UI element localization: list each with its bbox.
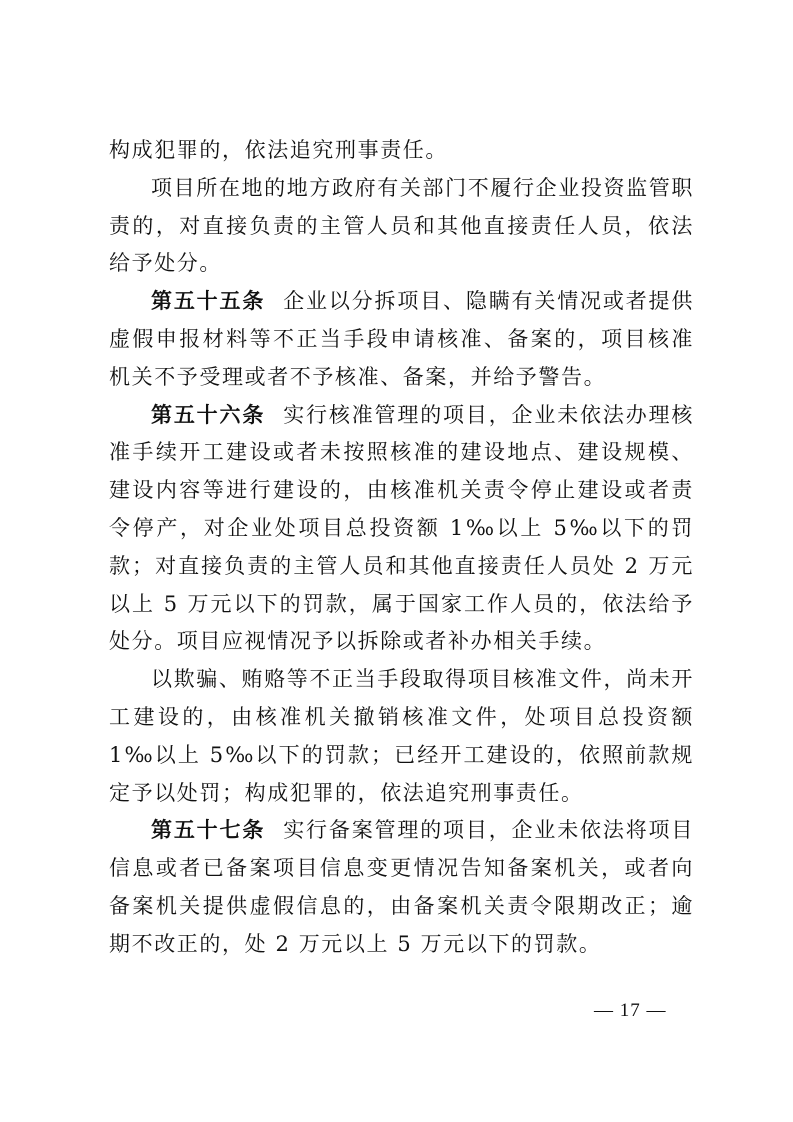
paragraph-continuation <box>109 132 694 170</box>
paragraph <box>109 170 694 283</box>
paragraph-text: 项目所在地的地方政府有关部门不履行企业投资监管职责的，对直接负责的主管人员和其他直接责任人员，依法给予处分。 <box>109 175 694 276</box>
article-55-paragraph <box>109 283 694 396</box>
article-heading: 第五十五条 <box>151 289 266 314</box>
article-heading: 第五十六条 <box>151 402 266 427</box>
paragraph-text: 企业以分拆项目、隐瞒有关情况或者提供虚假申报材料等不正当手段申请核准、备案的，项目核准机关不予受理或者不予核准、备案，并给予警告。 <box>109 289 694 389</box>
paragraph-text: 构成犯罪的，依法追究刑事责任。 <box>109 138 448 162</box>
paragraph <box>109 661 694 812</box>
article-57-paragraph <box>109 812 694 963</box>
paragraph-text: 实行备案管理的项目，企业未依法将项目信息或者已备案项目信息变更情况告知备案机关，或者向备案机关提供虚假信息的，由备案机关责令限期改正；逾期不改正的，处 2 万元以上 5 万元以下的罚款。 <box>109 818 694 956</box>
article-56-paragraph <box>109 397 694 662</box>
article-heading: 第五十七条 <box>151 818 266 843</box>
document-body <box>109 132 694 964</box>
page-number: — 17 — <box>594 1000 667 1021</box>
paragraph-text: 实行核准管理的项目，企业未依法办理核准手续开工建设或者未按照核准的建设地点、建设规模、建设内容等进行建设的，由核准机关责令停止建设或者责令停产，对企业处项目总投资额 1‰以上 5‰以下的罚款；对直接负责的主管人员和其他直接责任人员处 2 万元以上 5 万元以下的罚款，属于国家工作人员的，依法给予处分。项目应视情况予以拆除或者补办相关手续。 <box>109 402 694 654</box>
paragraph-text: 以欺骗、贿赂等不正当手段取得项目核准文件，尚未开工建设的，由核准机关撤销核准文件，处项目总投资额 1‰以上 5‰以下的罚款；已经开工建设的，依照前款规定予以处罚；构成犯罪的，依法追究刑事责任。 <box>109 667 694 805</box>
